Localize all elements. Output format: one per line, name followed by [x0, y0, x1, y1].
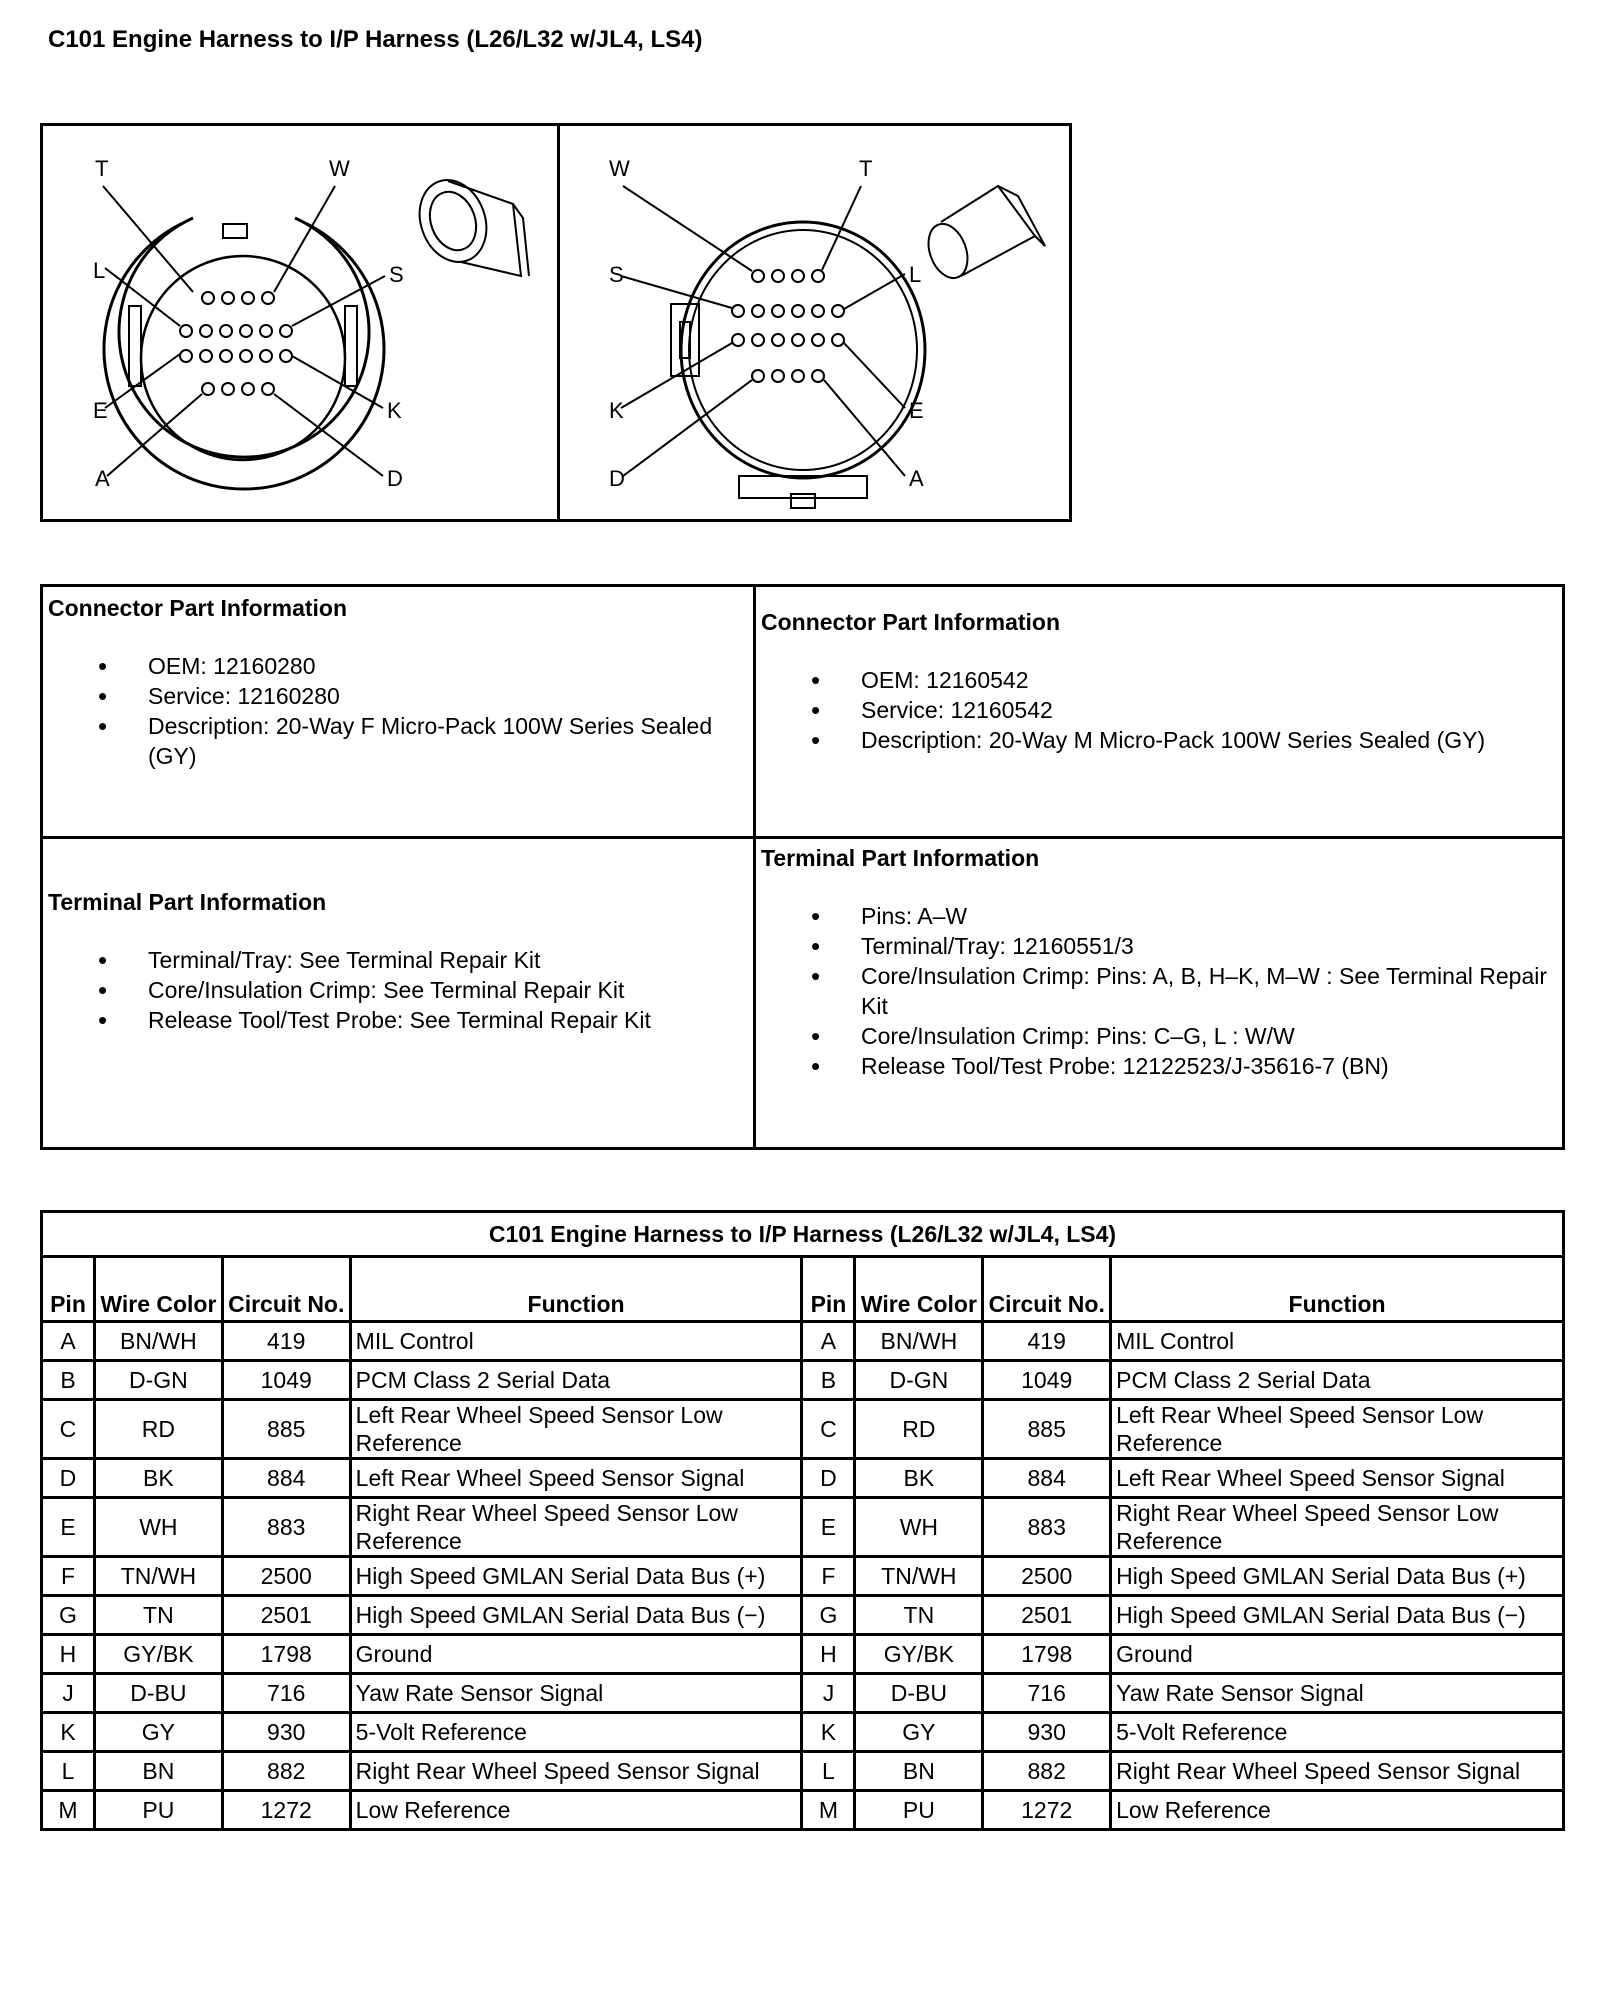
left-pin-label-s: S	[389, 262, 404, 287]
circuit-cell: 2500	[983, 1557, 1111, 1596]
circuit-cell: 1049	[983, 1361, 1111, 1400]
function-cell: Yaw Rate Sensor Signal	[1111, 1674, 1564, 1713]
function-cell: Low Reference	[1111, 1791, 1564, 1830]
pin-cell: L	[42, 1752, 95, 1791]
list-item: • Description: 20-Way F Micro-Pack 100W Series Sealed (GY)	[48, 711, 748, 771]
pin-cell: K	[42, 1713, 95, 1752]
table-header-row	[42, 1257, 1564, 1322]
left-pin-label-e: E	[93, 398, 108, 423]
connector-info-female	[48, 593, 748, 771]
table-row	[42, 1322, 1564, 1361]
right-pin-label-l: L	[909, 262, 922, 287]
terminal-info-heading: Terminal Part Information	[761, 845, 1040, 871]
function-cell: Yaw Rate Sensor Signal	[350, 1674, 802, 1713]
circuit-cell: 884	[222, 1459, 350, 1498]
list-item: • Terminal/Tray: 12160551/3	[761, 931, 1561, 961]
header-pin: Pin	[802, 1257, 855, 1322]
connector-face-views	[43, 126, 1069, 519]
wire-color-cell: BK	[94, 1459, 222, 1498]
wire-color-cell: BK	[855, 1459, 983, 1498]
circuit-cell: 883	[222, 1498, 350, 1557]
wire-color-cell: TN	[855, 1596, 983, 1635]
pin-cell: J	[802, 1674, 855, 1713]
pin-cell: C	[802, 1400, 855, 1459]
list-item: • OEM: 12160280	[48, 651, 748, 681]
wire-color-cell: TN	[94, 1596, 222, 1635]
function-cell: Right Rear Wheel Speed Sensor Signal	[1111, 1752, 1564, 1791]
left-pin-label-a: A	[95, 466, 110, 491]
header-function: Function	[350, 1257, 802, 1322]
terminal-info-female	[48, 887, 748, 1035]
wire-color-cell: RD	[855, 1400, 983, 1459]
circuit-cell: 2501	[983, 1596, 1111, 1635]
table-row	[42, 1361, 1564, 1400]
right-pin-label-a: A	[909, 466, 924, 491]
circuit-cell: 1272	[983, 1791, 1111, 1830]
header-wire-color: Wire Color	[855, 1257, 983, 1322]
pin-cell: K	[802, 1713, 855, 1752]
pin-cell: F	[802, 1557, 855, 1596]
circuit-cell: 883	[983, 1498, 1111, 1557]
table-row	[42, 1459, 1564, 1498]
function-cell: PCM Class 2 Serial Data	[1111, 1361, 1564, 1400]
right-pin-label-k: K	[609, 398, 624, 423]
function-cell: 5-Volt Reference	[1111, 1713, 1564, 1752]
wire-color-cell: PU	[855, 1791, 983, 1830]
function-cell: High Speed GMLAN Serial Data Bus (−)	[1111, 1596, 1564, 1635]
circuit-cell: 930	[222, 1713, 350, 1752]
wire-color-cell: WH	[855, 1498, 983, 1557]
connector-figure	[40, 123, 1072, 522]
left-pin-label-w: W	[329, 156, 350, 181]
wire-color-cell: BN/WH	[855, 1322, 983, 1361]
table-row	[42, 1400, 1564, 1459]
circuit-cell: 716	[222, 1674, 350, 1713]
circuit-cell: 885	[983, 1400, 1111, 1459]
circuit-cell: 885	[222, 1400, 350, 1459]
list-item: • Service: 12160280	[48, 681, 748, 711]
wire-color-cell: D-BU	[94, 1674, 222, 1713]
table-row	[42, 1596, 1564, 1635]
circuit-cell: 2500	[222, 1557, 350, 1596]
list-item: • Pins: A–W	[761, 901, 1561, 931]
table-row	[42, 1713, 1564, 1752]
function-cell: PCM Class 2 Serial Data	[350, 1361, 802, 1400]
pin-cell: D	[802, 1459, 855, 1498]
pin-cell: A	[802, 1322, 855, 1361]
wire-color-cell: GY/BK	[94, 1635, 222, 1674]
pin-cell: H	[42, 1635, 95, 1674]
wire-color-cell: GY	[94, 1713, 222, 1752]
female-connector-drawing	[103, 171, 529, 489]
wire-color-cell: D-BU	[855, 1674, 983, 1713]
wire-color-cell: D-GN	[94, 1361, 222, 1400]
function-cell: 5-Volt Reference	[350, 1713, 802, 1752]
function-cell: Left Rear Wheel Speed Sensor Signal	[1111, 1459, 1564, 1498]
circuit-cell: 882	[222, 1752, 350, 1791]
pin-cell: B	[802, 1361, 855, 1400]
pin-cell: G	[802, 1596, 855, 1635]
wire-color-cell: BN/WH	[94, 1322, 222, 1361]
pin-cell: D	[42, 1459, 95, 1498]
circuit-cell: 419	[983, 1322, 1111, 1361]
terminal-info-male	[761, 843, 1561, 1081]
left-pin-label-d: D	[387, 466, 403, 491]
list-item: • Description: 20-Way M Micro-Pack 100W Series Sealed (GY)	[761, 725, 1561, 755]
connector-info-heading: Connector Part Information	[48, 595, 348, 621]
wire-color-cell: BN	[855, 1752, 983, 1791]
function-cell: Left Rear Wheel Speed Sensor Low Reference	[1111, 1400, 1564, 1459]
left-pin-label-t: T	[95, 156, 109, 181]
header-circuit-no: Circuit No.	[222, 1257, 350, 1322]
table-row	[42, 1752, 1564, 1791]
right-pin-label-w: W	[609, 156, 630, 181]
list-item: • Core/Insulation Crimp: Pins: C–G, L : W/W	[761, 1021, 1561, 1051]
header-pin: Pin	[42, 1257, 95, 1322]
header-circuit-no: Circuit No.	[983, 1257, 1111, 1322]
pin-cell: B	[42, 1361, 95, 1400]
header-wire-color: Wire Color	[94, 1257, 222, 1322]
circuit-cell: 1272	[222, 1791, 350, 1830]
function-cell: Ground	[1111, 1635, 1564, 1674]
pin-cell: M	[42, 1791, 95, 1830]
list-item: • Core/Insulation Crimp: Pins: A, B, H–K, M–W : See Terminal Repair Kit	[761, 961, 1561, 1021]
male-connector-drawing	[621, 186, 1045, 508]
function-cell: MIL Control	[1111, 1322, 1564, 1361]
pin-cell: E	[42, 1498, 95, 1557]
header-function: Function	[1111, 1257, 1564, 1322]
function-cell: High Speed GMLAN Serial Data Bus (−)	[350, 1596, 802, 1635]
part-information-grid	[40, 584, 1565, 1150]
right-pin-label-s: S	[609, 262, 624, 287]
function-cell: Right Rear Wheel Speed Sensor Low Reference	[350, 1498, 802, 1557]
pin-cell: G	[42, 1596, 95, 1635]
right-pin-label-e: E	[909, 398, 924, 423]
pin-cell: H	[802, 1635, 855, 1674]
left-pin-label-k: K	[387, 398, 402, 423]
table-caption: C101 Engine Harness to I/P Harness (L26/L32 w/JL4, LS4)	[42, 1212, 1564, 1257]
wire-color-cell: BN	[94, 1752, 222, 1791]
pin-cell: C	[42, 1400, 95, 1459]
function-cell: Left Rear Wheel Speed Sensor Signal	[350, 1459, 802, 1498]
terminal-info-heading: Terminal Part Information	[48, 889, 327, 915]
circuit-cell: 884	[983, 1459, 1111, 1498]
wire-color-cell: TN/WH	[855, 1557, 983, 1596]
wire-color-cell: WH	[94, 1498, 222, 1557]
pin-cell: E	[802, 1498, 855, 1557]
function-cell: High Speed GMLAN Serial Data Bus (+)	[350, 1557, 802, 1596]
function-cell: Right Rear Wheel Speed Sensor Signal	[350, 1752, 802, 1791]
circuit-cell: 1798	[222, 1635, 350, 1674]
table-row	[42, 1498, 1564, 1557]
circuit-cell: 930	[983, 1713, 1111, 1752]
list-item: • OEM: 12160542	[761, 665, 1561, 695]
wire-color-cell: GY	[855, 1713, 983, 1752]
circuit-cell: 882	[983, 1752, 1111, 1791]
function-cell: Ground	[350, 1635, 802, 1674]
list-item: • Release Tool/Test Probe: See Terminal Repair Kit	[48, 1005, 748, 1035]
pin-cell: A	[42, 1322, 95, 1361]
wire-color-cell: RD	[94, 1400, 222, 1459]
circuit-cell: 419	[222, 1322, 350, 1361]
table-row	[42, 1791, 1564, 1830]
circuit-cell: 1049	[222, 1361, 350, 1400]
function-cell: High Speed GMLAN Serial Data Bus (+)	[1111, 1557, 1564, 1596]
list-item: • Release Tool/Test Probe: 12122523/J-35616-7 (BN)	[761, 1051, 1561, 1081]
list-item: • Terminal/Tray: See Terminal Repair Kit	[48, 945, 748, 975]
pin-table	[40, 1210, 1565, 1831]
wire-color-cell: PU	[94, 1791, 222, 1830]
circuit-cell: 2501	[222, 1596, 350, 1635]
list-item: • Core/Insulation Crimp: See Terminal Repair Kit	[48, 975, 748, 1005]
table-row	[42, 1674, 1564, 1713]
table-row	[42, 1557, 1564, 1596]
wire-color-cell: GY/BK	[855, 1635, 983, 1674]
list-item: • Service: 12160542	[761, 695, 1561, 725]
circuit-cell: 716	[983, 1674, 1111, 1713]
pin-cell: L	[802, 1752, 855, 1791]
connector-info-male	[761, 607, 1561, 755]
left-pin-label-l: L	[93, 258, 106, 283]
function-cell: Left Rear Wheel Speed Sensor Low Reference	[350, 1400, 802, 1459]
circuit-cell: 1798	[983, 1635, 1111, 1674]
wire-color-cell: D-GN	[855, 1361, 983, 1400]
function-cell: MIL Control	[350, 1322, 802, 1361]
right-pin-label-t: T	[859, 156, 873, 181]
pin-cell: F	[42, 1557, 95, 1596]
pin-cell: J	[42, 1674, 95, 1713]
function-cell: Low Reference	[350, 1791, 802, 1830]
function-cell: Right Rear Wheel Speed Sensor Low Reference	[1111, 1498, 1564, 1557]
page-title: C101 Engine Harness to I/P Harness (L26/L32 w/JL4, LS4)	[48, 26, 703, 53]
connector-info-heading: Connector Part Information	[761, 609, 1061, 635]
right-pin-label-d: D	[609, 466, 625, 491]
table-row	[42, 1635, 1564, 1674]
pin-cell: M	[802, 1791, 855, 1830]
wire-color-cell: TN/WH	[94, 1557, 222, 1596]
